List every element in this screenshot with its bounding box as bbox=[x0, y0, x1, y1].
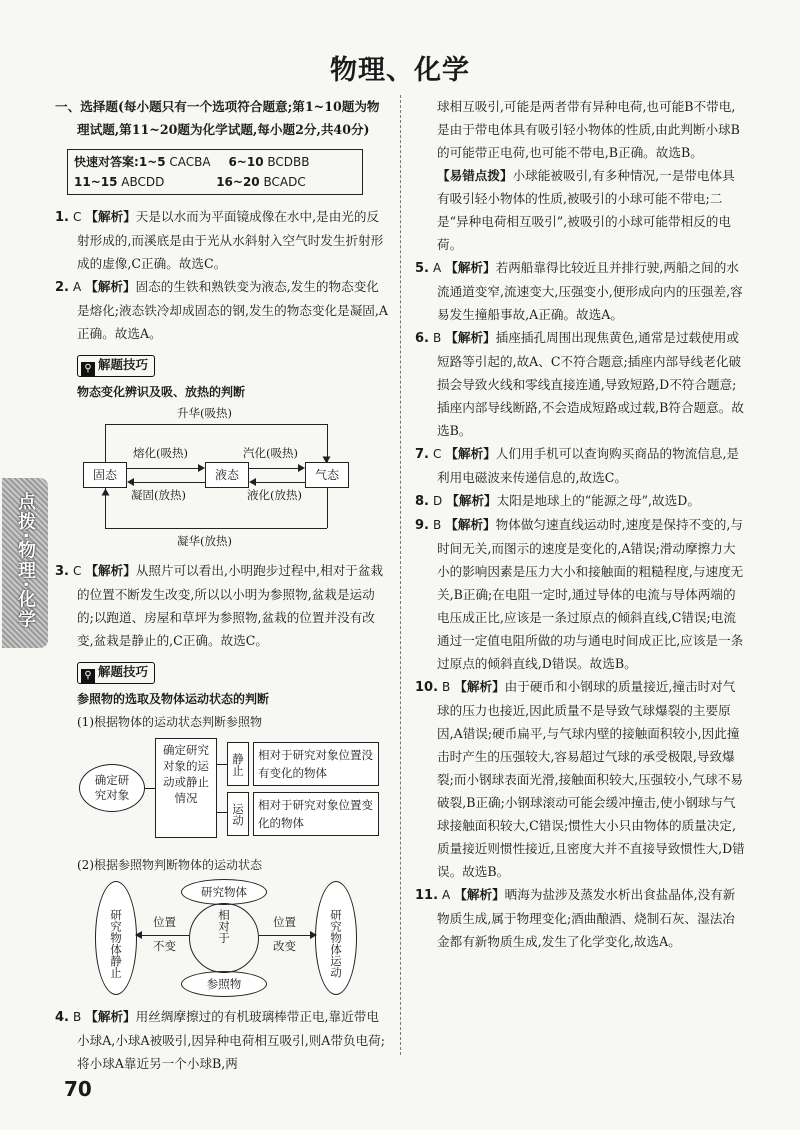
moving-label-box: 运动 bbox=[227, 792, 249, 836]
answers: BCDBB bbox=[267, 155, 310, 169]
tip-subheading: (1)根据物体的运动状态判断参照物 bbox=[77, 715, 262, 729]
question-11: 11. A 【解析】晒海为盐涉及蒸发水析出食盐晶体,没有新物质生成,属于物理变化;酒曲酿酒、烧制石灰、湿法冶金都有新物质生成,发生了化学变化,故选A。 bbox=[415, 887, 736, 949]
question-6: 6. B 【解析】插座插孔周围出现焦黄色,通常是过载使用或短路等引起的,故A、C不符合题意;插座内部导线老化破损会导致火线和零线直接连通,导致短路,D不符合题意;插座内部导线断路,不会造成短路或过载,B符合题意。故选B。 bbox=[415, 330, 744, 438]
liquid-state-box: 液态 bbox=[205, 462, 249, 488]
range: 6~10 bbox=[228, 155, 264, 169]
moving-desc-box: 相对于研究对象位置变化的物体 bbox=[253, 792, 379, 836]
quick-answer-box bbox=[67, 149, 363, 195]
melting-label: 熔化(吸热) bbox=[133, 446, 188, 460]
tip-badge: ⚲ 解题技巧 bbox=[77, 662, 155, 684]
quick-answer-label: 快速对答案: bbox=[74, 155, 139, 169]
key-icon: ⚲ bbox=[81, 669, 95, 683]
question-8: 8. D 【解析】太阳是地球上的“能源之母”,故选D。 bbox=[415, 493, 700, 509]
motion-state-box: 确定研究对象的运动或静止情况 bbox=[155, 738, 217, 838]
gas-state-box: 气态 bbox=[305, 462, 349, 488]
tip-heading: 参照物的选取及物体运动状态的判断 bbox=[77, 692, 270, 706]
vaporization-label: 汽化(吸热) bbox=[243, 446, 298, 460]
object-moving-ellipse: 研究物体运动 bbox=[315, 881, 357, 995]
sidebar-label: 点拨·物理·化学 bbox=[15, 492, 36, 630]
question-2: 2. A 【解析】固态的生铁和熟铁变为液态,发生的物态变化是熔化;液态铁冷却成固态的钢,发生的物态变化是凝固,A正确。故选A。 bbox=[55, 279, 389, 341]
question-9: 9. B 【解析】物体做匀速直线运动时,速度是保持不变的,与时间无关,而图示的速度是变化的,A错误;滑动摩擦力大小的影响因素是压力大小和接触面的粗糙程度,与速度无关,B正确;在电阻一定时,通过导体的电流与导体两端的电压成正比,应该是一条过原点的倾斜直线,C错误;电流通过一定值电阻所做的功与通电时间成正比,应该是一条过原点的倾斜直线,D错误。故选B。 bbox=[415, 517, 744, 671]
reference-frame-diagram-2 bbox=[77, 877, 377, 1005]
tip-subheading: (2)根据参照物判断物体的运动状态 bbox=[77, 858, 262, 872]
relative-to-label: 相对于 bbox=[217, 909, 231, 944]
liquefaction-label: 液化(放热) bbox=[247, 488, 302, 502]
column-divider bbox=[400, 95, 401, 1055]
object-static-ellipse: 研究物体静止 bbox=[95, 881, 137, 995]
question-7: 7. C 【解析】人们用手机可以查询购买商品的物流信息,是利用电磁波来传递信息的,故选C。 bbox=[415, 446, 740, 485]
reference-object-ellipse: 参照物 bbox=[181, 971, 267, 997]
question-5: 5. A 【解析】若两船靠得比较近且并排行驶,两船之间的水流通道变窄,流速变大,压强变小,便形成向内的压强差,容易发生撞船事故,A正确。故选A。 bbox=[415, 260, 743, 322]
reference-frame-diagram-1 bbox=[77, 734, 377, 854]
deposition-label: 凝华(放热) bbox=[177, 534, 232, 548]
phase-change-diagram bbox=[77, 404, 367, 559]
position-label: 位置 bbox=[153, 915, 176, 929]
left-column bbox=[55, 95, 390, 1075]
answers: BCADC bbox=[263, 175, 306, 189]
determine-object-ellipse: 确定研究对象 bbox=[79, 764, 145, 812]
range: 1~5 bbox=[138, 155, 166, 169]
answers: CACBA bbox=[169, 155, 211, 169]
position-label: 位置 bbox=[273, 915, 296, 929]
freezing-label: 凝固(放热) bbox=[131, 488, 186, 502]
tip-heading: 物态变化辨识及吸、放热的判断 bbox=[77, 385, 246, 399]
error-tip: 【易错点拨】小球能被吸引,有多种情况,一是带电体具有吸引轻小物体的性质,被吸引的小球可能不带电;二是“异种电荷相互吸引”,被吸引的小球可能带相反的电荷。 bbox=[437, 168, 735, 252]
range: 11~15 bbox=[74, 175, 118, 189]
right-column bbox=[415, 95, 745, 953]
study-object-ellipse: 研究物体 bbox=[181, 879, 267, 905]
page-number: 70 bbox=[64, 1077, 92, 1101]
page-title: 物理、化学 bbox=[330, 55, 470, 86]
static-label-box: 静止 bbox=[227, 742, 249, 786]
question-4-continued: 球相互吸引,可能是两者带有异种电荷,也可能B不带电,是由于带电体具有吸引轻小物体的性质,由此判断小球B的可能带正电荷,也可能不带电,B正确。故选B。 bbox=[437, 99, 740, 160]
unchanged-label: 不变 bbox=[153, 939, 176, 953]
sublimation-label: 升华(吸热) bbox=[177, 406, 232, 420]
answers: ABCDD bbox=[121, 175, 165, 189]
section-heading: 一、选择题(每小题只有一个选项符合题意;第1~10题为物理试题,第11~20题为化学试题,每小题2分,共40分) bbox=[55, 99, 380, 137]
solid-state-box: 固态 bbox=[83, 462, 127, 488]
tip-badge: ⚲ 解题技巧 bbox=[77, 355, 155, 377]
static-desc-box: 相对于研究对象位置没有变化的物体 bbox=[253, 742, 379, 786]
changed-label: 改变 bbox=[273, 939, 296, 953]
question-3: 3. C 【解析】从照片可以看出,小明跑步过程中,相对于盆栽的位置不断发生改变,所以以小明为参照物,盆栽是运动的;以跑道、房屋和草坪为参照物,盆栽的位置并没有改变,盆栽是静止的,C正确。故选C。 bbox=[55, 563, 384, 648]
question-1: 1. C 【解析】天是以水而为平面镜成像在水中,是由光的反射形成的,而溪底是由于光从水斜射入空气时发生折射形成的虚像,C正确。故选C。 bbox=[55, 209, 384, 271]
range: 16~20 bbox=[216, 175, 260, 189]
sidebar-tab bbox=[2, 478, 48, 648]
question-10: 10. B 【解析】由于硬币和小钢球的质量接近,撞击时对气球的压力也接近,因此质量不是导致气球爆裂的主要原因,A错误;硬币扁平,与气球内壁的接触面积较小,因此撞击时产生的压强较大,容易超过气球的承受极限,导致爆裂;而小钢球表面光滑,接触面积较大,压强较小,气球不易破裂,B正确;小钢球滚动可能会缓冲撞击,使小钢球与气球接触面积较大,C错误;惯性大小只由物体的质量决定,质量接近则惯性接近,且密度大并不直接导致惯性大,D错误。故选B。 bbox=[415, 679, 745, 879]
question-4: 4. B 【解析】用丝绸摩擦过的有机玻璃棒带正电,靠近带电小球A,小球A被吸引,因异种电荷相互吸引,则A带负电荷;将小球A靠近另一个小球B,两 bbox=[55, 1009, 386, 1071]
key-icon: ⚲ bbox=[81, 362, 95, 376]
